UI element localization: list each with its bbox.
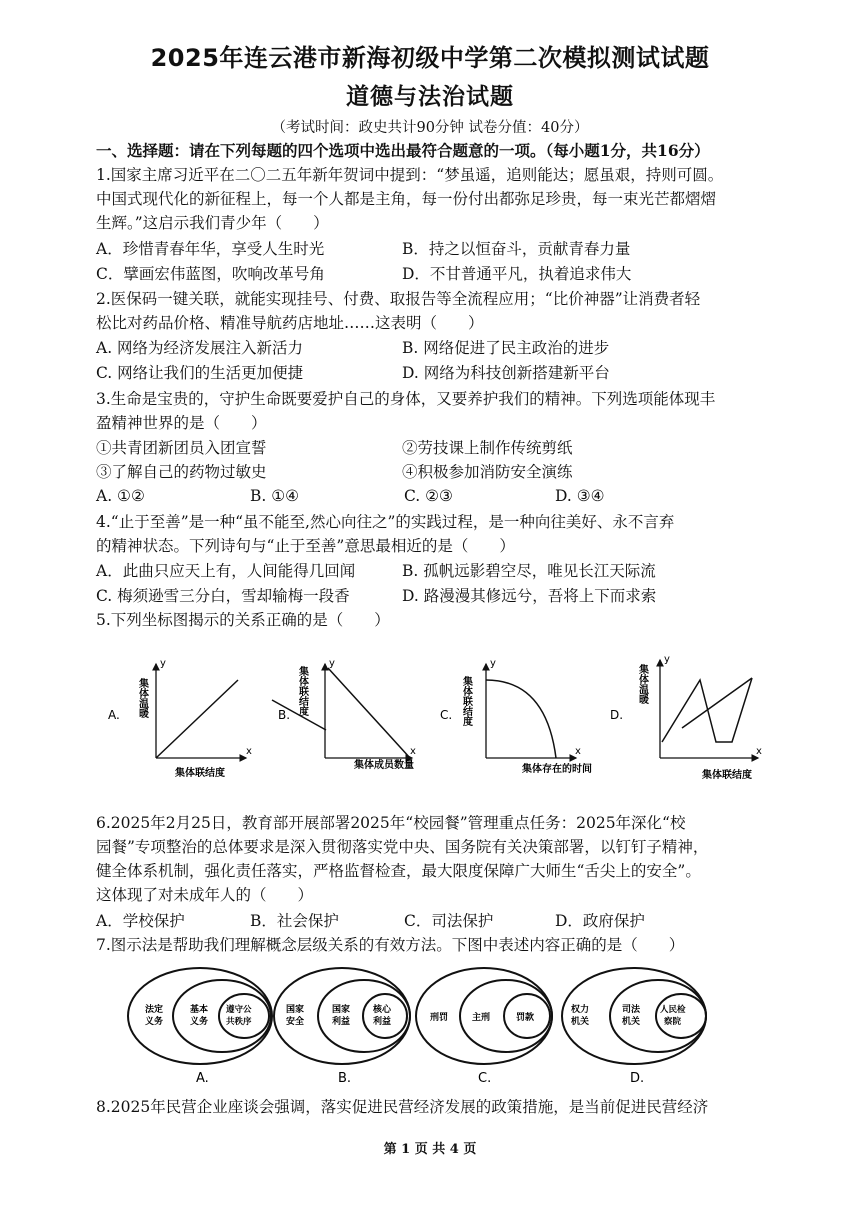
q6-option-b: B．社会保护 [250, 912, 339, 930]
q3-item-3: ③了解自己的药物过敏史 [96, 463, 267, 481]
q7-b-outer-2: 安全 [286, 1017, 305, 1027]
q7-b-option: B. [338, 1071, 352, 1086]
q5-graph-a-xlabel: 集体联结度 [175, 768, 225, 779]
q5-graph-c-y: y [490, 658, 496, 669]
q1-line-1: 1.国家主席习近平在二〇二五年新年贺词中提到：“梦虽遥，追则能达；愿虽艰，持则可圆。 [96, 166, 724, 184]
q7-c-option: C. [478, 1071, 492, 1086]
q5-graph-b-y: y [329, 658, 335, 669]
q7-a-inner-2: 共秩序 [226, 1017, 252, 1027]
q5-graph-a-option: A. [108, 708, 120, 722]
q5-graph-c-ylabel: 集体联结度 [460, 676, 472, 726]
q5-graph-d-x: x [756, 746, 762, 757]
q3-line-1: 3.生命是宝贵的，守护生命既要爱护自己的身体，又要养护我们的精神。下列选项能体现丰 [96, 390, 716, 408]
q3-option-b: B. ①④ [250, 487, 300, 505]
q7-diagrams [0, 960, 860, 1090]
q7-diagram-b [274, 968, 410, 1086]
q5-graph-b [272, 658, 416, 771]
q3-option-d: D. ③④ [555, 487, 605, 505]
q7-d-outer-1: 权力 [571, 1005, 590, 1015]
q6-line-4: 这体现了对未成年人的（ ） [96, 886, 314, 904]
q7-d-middle-1: 司法 [622, 1005, 641, 1015]
q4-option-b: B. 孤帆远影碧空尽，唯见长江天际流 [402, 562, 656, 580]
q5-graph-c-x: x [575, 746, 581, 757]
q7-c-inner: 罚款 [516, 1013, 535, 1023]
q5-graph-b-ylabel: 集体联结度 [296, 666, 308, 716]
q4-option-a: A．此曲只应天上有，人间能得几回闻 [96, 562, 356, 580]
exam-subtitle: 道德与法治试题 [346, 84, 514, 110]
q3-option-c: C. ②③ [404, 487, 453, 505]
q5-graphs [0, 640, 860, 790]
q5-graph-d-xlabel: 集体联结度 [702, 770, 752, 781]
q4-line-1: 4.“止于至善”是一种“虽不能至,然心向往之”的实践过程，是一种向往美好、永不言弃 [96, 513, 675, 531]
q7-a-outer-1: 法定 [145, 1005, 164, 1015]
q2-option-a: A. 网络为经济发展注入新活力 [96, 339, 304, 357]
q6-option-d: D．政府保护 [555, 912, 645, 930]
q7-d-option: D. [630, 1071, 645, 1086]
q8-line-1: 8.2025年民营企业座谈会强调，落实促进民营经济发展的政策措施，是当前促进民营经济 [96, 1098, 709, 1116]
q7-c-outer: 刑罚 [430, 1013, 449, 1023]
q7-b-inner-1: 核心 [373, 1005, 392, 1015]
q7-b-middle-1: 国家 [332, 1005, 351, 1015]
q3-line-2: 盈精神世界的是（ ） [96, 414, 267, 432]
q7-a-inner-1: 遵守公 [226, 1005, 252, 1015]
q5-graph-b-xlabel: 集体成员数量 [354, 760, 414, 771]
q5-graph-d-ylabel: 集体温暖 [636, 664, 648, 704]
q5-line-1: 5.下列坐标图揭示的关系正确的是（ ） [96, 611, 390, 629]
q5-graph-c-option: C. [440, 708, 453, 722]
q5-graph-d [610, 654, 762, 781]
q1-line-2: 中国式现代化的新征程上，每一个人都是主角，每一份付出都弥足珍贵，每一束光芒都熠熠 [96, 190, 717, 208]
q7-d-inner-1: 人民检 [660, 1005, 686, 1015]
q6-option-a: A．学校保护 [96, 912, 185, 930]
q4-option-d: D. 路漫漫其修远兮，吾将上下而求索 [402, 587, 657, 605]
q1-option-a: A．珍惜青春年华，享受人生时光 [96, 240, 325, 258]
q5-graph-a-ylabel: 集体温暖 [136, 678, 148, 718]
q7-b-inner-2: 利益 [373, 1017, 392, 1027]
q2-option-d: D. 网络为科技创新搭建新平台 [402, 364, 610, 382]
q1-option-d: D．不甘普通平凡，执着追求伟大 [402, 265, 632, 283]
q5-graph-b-x: x [410, 746, 416, 757]
q2-option-c: C. 网络让我们的生活更加便捷 [96, 364, 304, 382]
q7-diagram-c [416, 968, 552, 1086]
q7-d-outer-2: 机关 [571, 1017, 590, 1027]
q7-a-outer-2: 义务 [145, 1017, 164, 1027]
q4-line-2: 的精神状态。下列诗句与“止于至善”意思最相近的是（ ） [96, 537, 515, 555]
exam-info: （考试时间：政史共计90分钟 试卷分值：40分） [271, 120, 589, 136]
exam-title: 2025年连云港市新海初级中学第二次模拟测试试题 [150, 44, 710, 72]
q7-diagram-d [562, 968, 706, 1086]
q5-graph-c [440, 658, 592, 775]
q1-option-b: B．持之以恒奋斗，贡献青春力量 [402, 240, 631, 258]
q2-line-1: 2.医保码一键关联，就能实现挂号、付费、取报告等全流程应用；“比价神器”让消费者轻 [96, 290, 701, 308]
q7-c-middle: 主刑 [472, 1013, 491, 1023]
q7-diagram-a [128, 968, 272, 1086]
q2-line-2: 松比对药品价格、精准导航药店地址……这表明（ ） [96, 314, 484, 332]
q6-line-1: 6.2025年2月25日，教育部开展部署2025年“校园餐”管理重点任务：2025年深化“校 [96, 814, 686, 832]
q1-line-3: 生辉。”这启示我们青少年（ ） [96, 214, 329, 232]
q7-b-middle-2: 利益 [332, 1017, 351, 1027]
q1-option-c: C．擘画宏伟蓝图，吹响改革号角 [96, 265, 325, 283]
q7-line-1: 7.图示法是帮助我们理解概念层级关系的有效方法。下图中表述内容正确的是（ ） [96, 936, 685, 954]
q6-line-3: 健全体系机制，强化责任落实，严格监督检查，最大限度保障广大师生“舌尖上的安全”。 [96, 862, 701, 880]
q7-a-option: A. [196, 1071, 209, 1086]
page-footer: 第 1 页 共 4 页 [383, 1142, 477, 1157]
q4-option-c: C. 梅须逊雪三分白，雪却输梅一段香 [96, 587, 350, 605]
q7-b-outer-1: 国家 [286, 1005, 305, 1015]
q5-graph-d-y: y [664, 654, 670, 665]
q3-item-1: ①共青团新团员入团宣誓 [96, 439, 267, 457]
q5-graph-a-y: y [160, 658, 166, 669]
q5-graph-a-x: x [246, 746, 252, 757]
q3-item-4: ④积极参加消防安全演练 [402, 463, 573, 481]
q6-option-c: C．司法保护 [404, 912, 494, 930]
section-heading: 一、选择题：请在下列每题的四个选项中选出最符合题意的一项。（每小题1分，共16分） [96, 141, 710, 160]
q3-item-2: ②劳技课上制作传统剪纸 [402, 439, 573, 457]
q5-graph-b-option: B. [278, 708, 291, 722]
q7-a-middle-2: 义务 [190, 1017, 209, 1027]
q2-option-b: B. 网络促进了民主政治的进步 [402, 339, 610, 357]
q6-line-2: 园餐”专项整治的总体要求是深入贯彻落实党中央、国务院有关决策部署，以钉钉子精神， [96, 838, 709, 856]
q7-d-middle-2: 机关 [622, 1017, 641, 1027]
q7-a-middle-1: 基本 [190, 1005, 209, 1015]
q7-d-inner-2: 察院 [664, 1017, 682, 1027]
q5-graph-c-xlabel: 集体存在的时间 [522, 764, 592, 775]
q5-graph-d-option: D. [610, 708, 624, 722]
q3-option-a: A. ①② [96, 487, 145, 505]
q5-graph-a [108, 658, 252, 779]
